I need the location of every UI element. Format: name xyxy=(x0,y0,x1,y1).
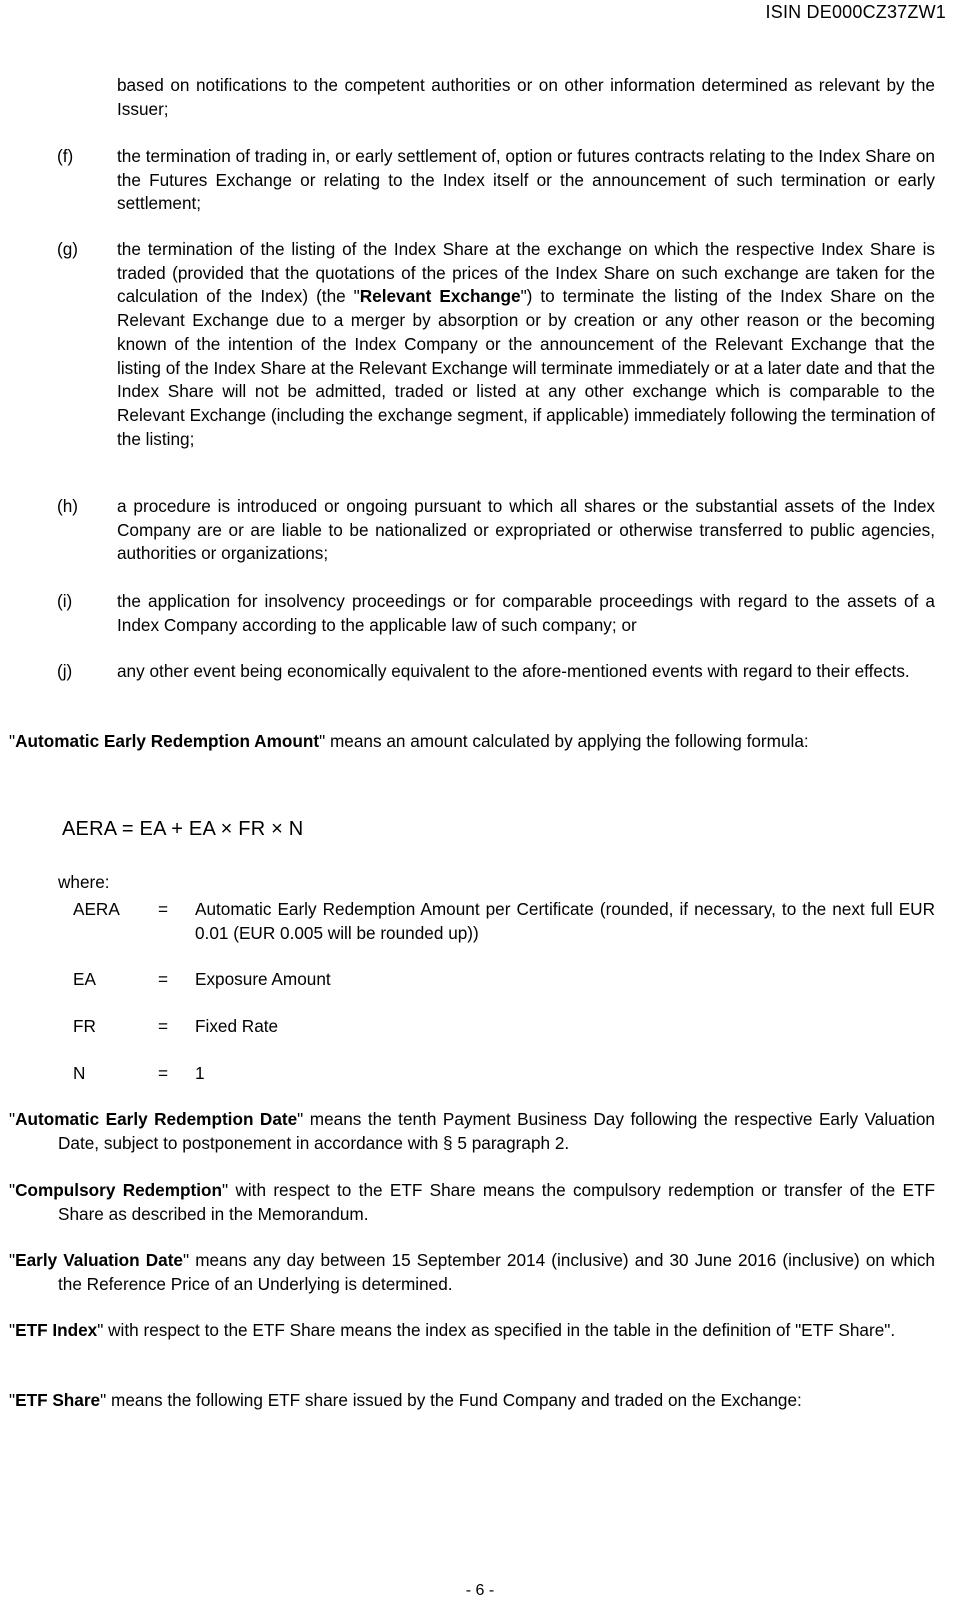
list-item-label: (j) xyxy=(57,661,73,681)
definition-aerd: "Automatic Early Redemption Date" means the tenth Payment Business Day following the respective Early Valuation Date, subject to postponement in accordance with § 5 paragraph 2. xyxy=(9,1109,935,1153)
equals-sign: = xyxy=(158,1063,169,1083)
variable-description: Exposure Amount xyxy=(195,969,331,989)
definition-compulsory-redemption: "Compulsory Redemption" with respect to the ETF Share means the compulsory redemption or transfer of the ETF Share as described in the Memorandum. xyxy=(9,1180,935,1224)
variable-symbol: N xyxy=(73,1063,86,1083)
variable-symbol: EA xyxy=(73,969,96,989)
definition-text: means any day between 15 September 2014 (inclusive) and 30 June 2016 (inclusive) on which the Reference Price of an Underlying is determined. xyxy=(58,1250,935,1294)
definition-text: means an amount calculated by applying the following formula: xyxy=(325,731,809,751)
list-item-label: (g) xyxy=(57,239,79,259)
list-item-text-part: ") to terminate the listing of the Index Share on the Relevant Exchange due to a merger by absorption or by creation or any other reason or the becoming known of the intention of the Index Company or the announcement of the Relevant Exchange that the listing of the Index Share at the Relevant Exchange will terminate immediately or at a later date and that the Index Share will not be admitted, traded or listed at any other exchange which is comparable to the Relevant Exchange (including the exchange segment, if applicable) immediately following the termination of the listing; xyxy=(117,286,935,449)
definition-aera: "Automatic Early Redemption Amount" means an amount calculated by applying the following formula: xyxy=(9,731,809,751)
list-item-label: (h) xyxy=(57,496,79,516)
definition-text: with respect to the ETF Share means the compulsory redemption or transfer of the ETF Share as described in the Memorandum. xyxy=(58,1180,935,1224)
equals-sign: = xyxy=(158,969,169,989)
defined-term: Automatic Early Redemption Amount xyxy=(15,731,320,751)
equals-sign: = xyxy=(158,899,169,919)
variable-symbol: FR xyxy=(73,1016,96,1036)
definition-text: with respect to the ETF Share means the index as specified in the table in the definition of "ETF Share". xyxy=(103,1320,896,1340)
list-item-text-part: the termination of the listing of the Index Share at the exchange on which the respective Index Share is traded (provided that the quotations of the prices of the Index Share on such exchange are taken for the calculation of the Index) (the " xyxy=(117,239,935,307)
list-item-text xyxy=(117,238,935,451)
definition-etf-index: "ETF Index" with respect to the ETF Share means the index as specified in the table in the definition of "ETF Share". xyxy=(9,1320,896,1340)
variable-symbol: AERA xyxy=(73,899,120,919)
defined-term: Early Valuation Date xyxy=(15,1250,183,1270)
definition-early-valuation-date: "Early Valuation Date" means any day between 15 September 2014 (inclusive) and 30 June 2016 (inclusive) on which the Reference Price of an Underlying is determined. xyxy=(9,1250,935,1294)
list-item-text: the application for insolvency proceedings or for comparable proceedings with regard to the assets of a Index Company according to the applicable law of such company; or xyxy=(117,591,935,635)
variable-description: 1 xyxy=(195,1063,205,1083)
list-item-label: (i) xyxy=(57,591,73,611)
formula: AERA = EA + EA × FR × N xyxy=(62,818,304,840)
list-item-text: the termination of trading in, or early settlement of, option or futures contracts relating to the Index Share on the Futures Exchange or relating to the Index itself or the announcement of such termination or early settlement; xyxy=(117,146,935,214)
definition-etf-share: "ETF Share" means the following ETF share issued by the Fund Company and traded on the Exchange: xyxy=(9,1390,802,1410)
variable-description: Automatic Early Redemption Amount per Certificate (rounded, if necessary, to the next full EUR 0.01 (EUR 0.005 will be rounded up)) xyxy=(195,899,935,943)
list-item-text: a procedure is introduced or ongoing pursuant to which all shares or the substantial assets of the Index Company are or are liable to be nationalized or expropriated or otherwise transferred to public agencies, authorities or organizations; xyxy=(117,496,935,564)
where-label: where: xyxy=(58,872,110,892)
list-item-text: based on notifications to the competent authorities or on other information determined as relevant by the Issuer; xyxy=(117,75,935,119)
defined-term: Automatic Early Redemption Date xyxy=(15,1109,298,1129)
variable-description: Fixed Rate xyxy=(195,1016,279,1036)
document-id: ISIN DE000CZ37ZW1 xyxy=(765,2,946,22)
list-item-label: (f) xyxy=(57,146,74,166)
defined-term: Relevant Exchange xyxy=(359,286,521,307)
defined-term: Compulsory Redemption xyxy=(15,1180,223,1200)
page-number: - 6 - xyxy=(465,1582,495,1599)
equals-sign: = xyxy=(158,1016,169,1036)
definition-text: means the following ETF share issued by the Fund Company and traded on the Exchange: xyxy=(106,1390,802,1410)
definition-text: means the tenth Payment Business Day following the respective Early Valuation Date, subject to postponement in accordance with § 5 paragraph 2. xyxy=(58,1109,935,1153)
defined-term: ETF Share xyxy=(15,1390,101,1410)
defined-term: ETF Index xyxy=(15,1320,98,1340)
list-item-text: any other event being economically equivalent to the afore-mentioned events with regard to their effects. xyxy=(117,661,910,681)
